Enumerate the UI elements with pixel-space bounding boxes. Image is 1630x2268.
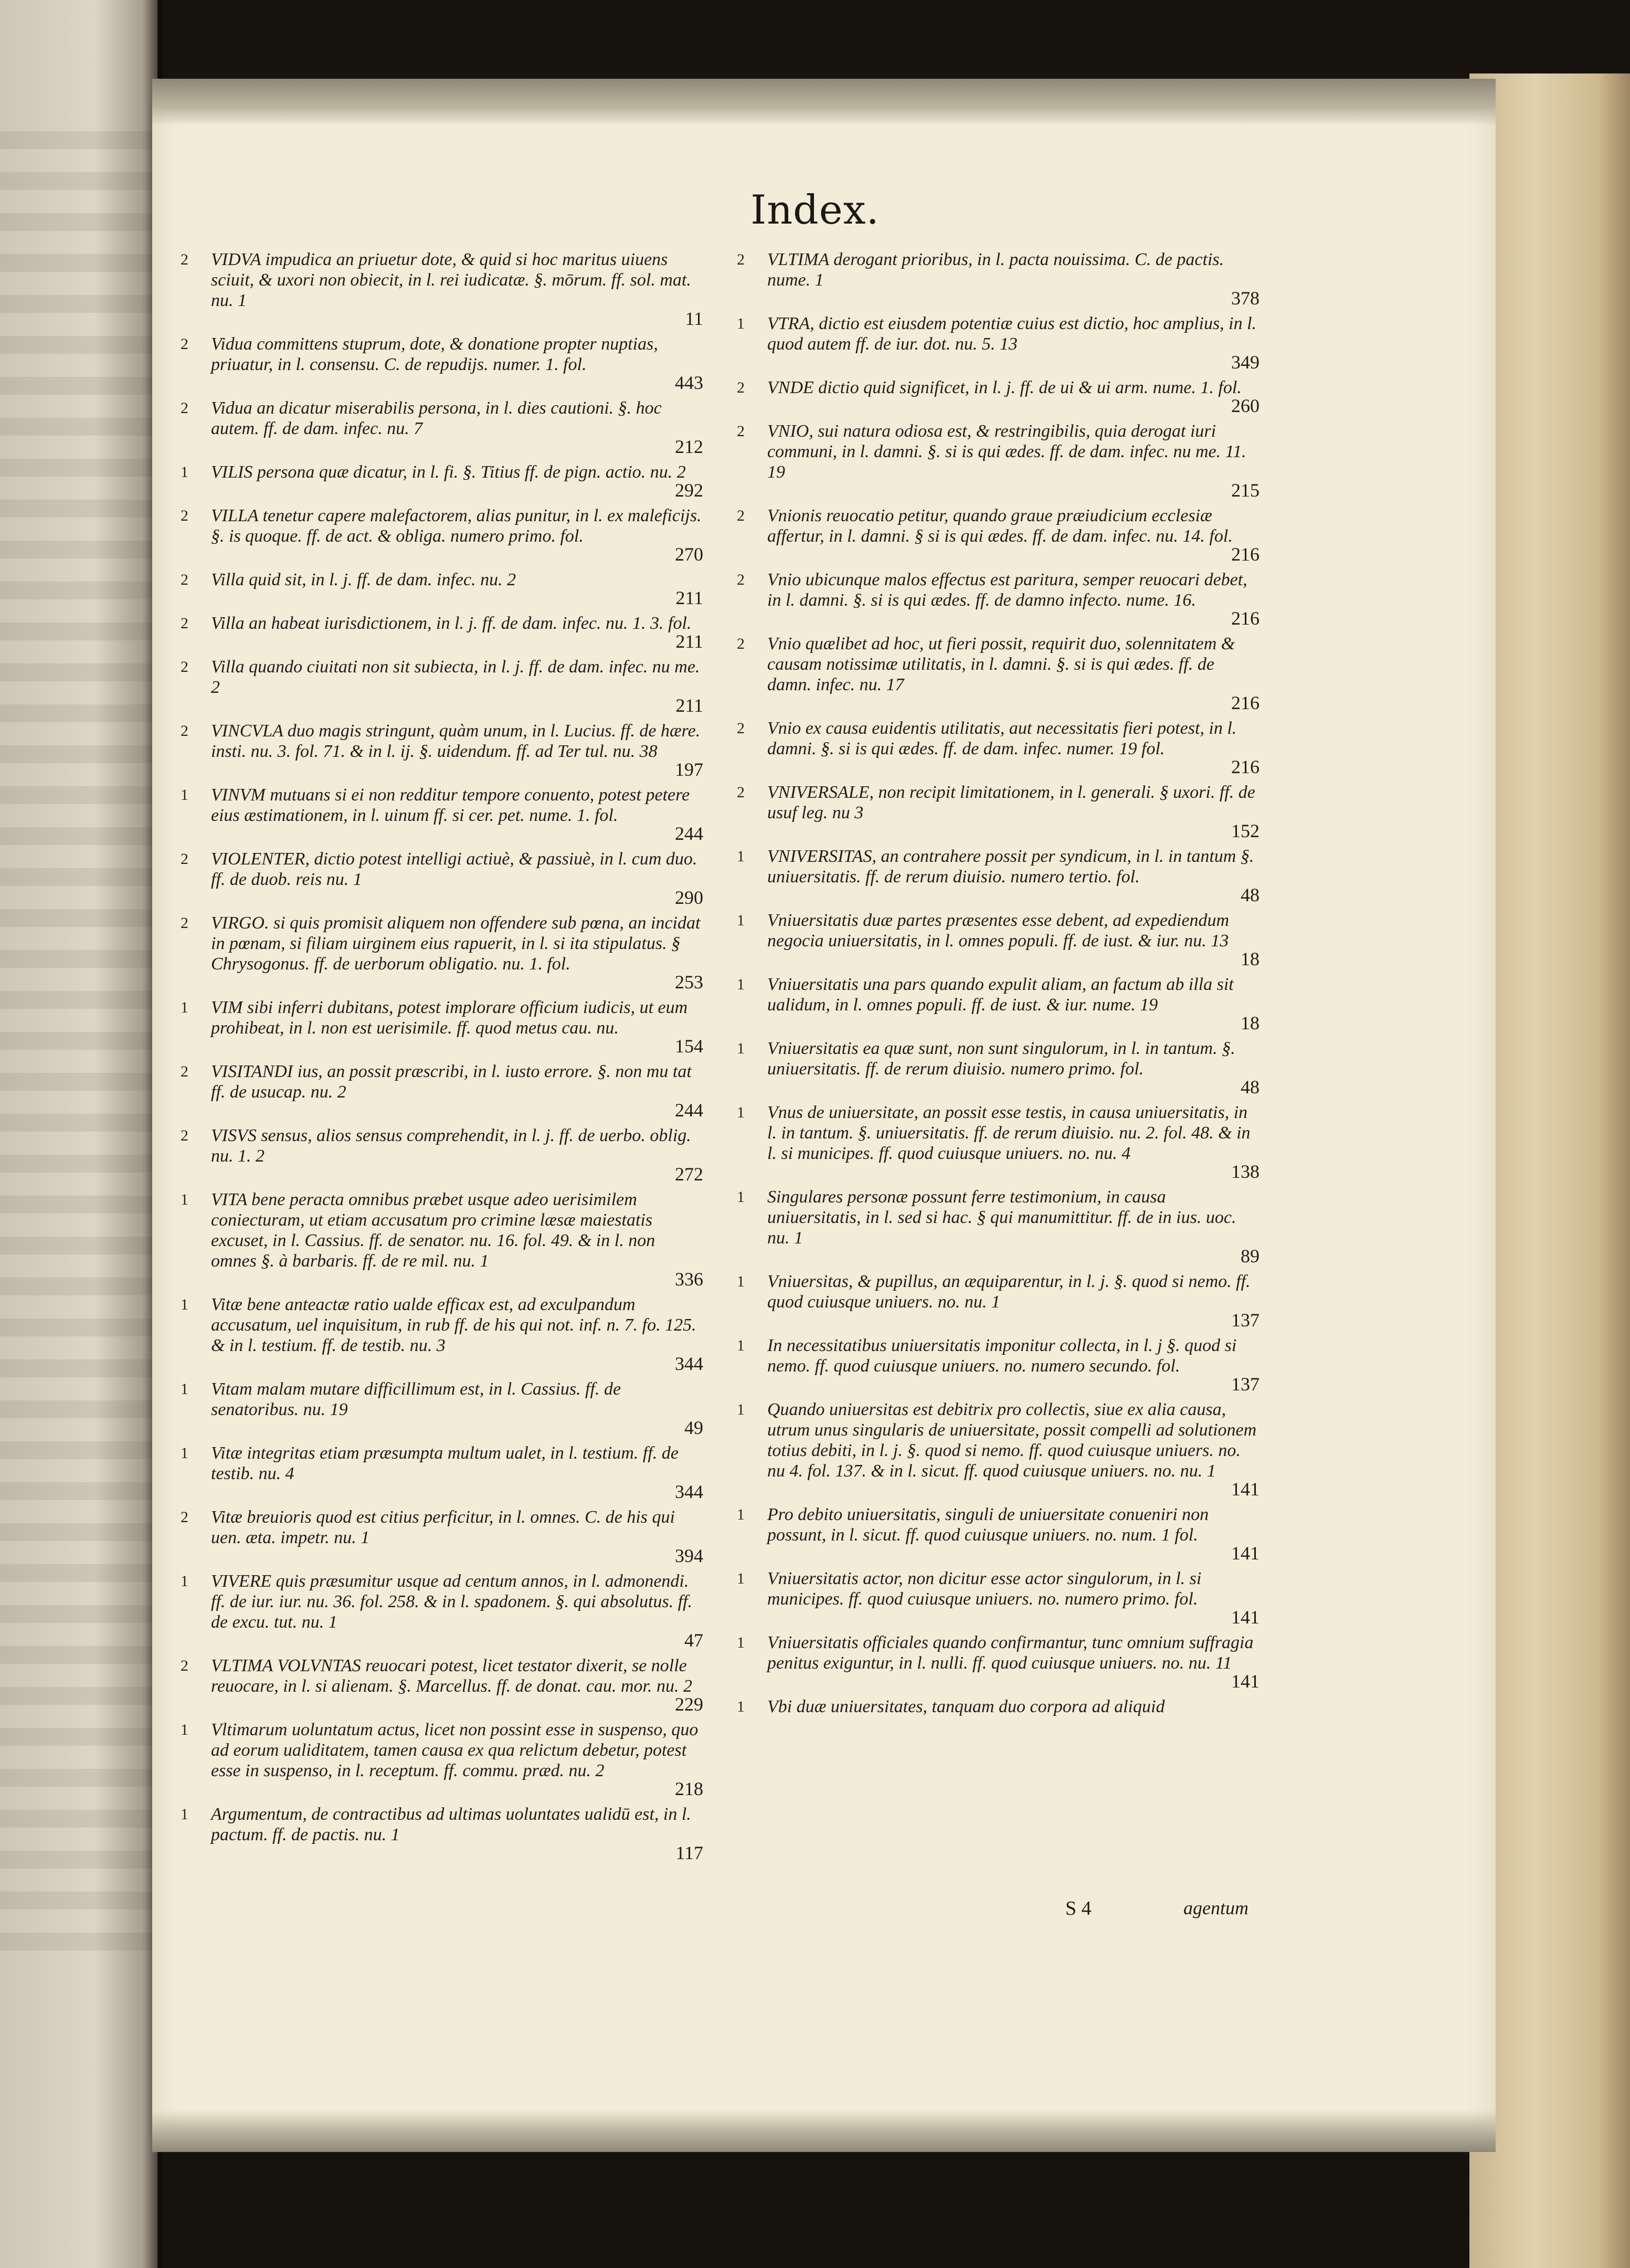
entry-marker: 1 <box>737 1104 745 1121</box>
index-entry <box>178 1294 703 1373</box>
index-entry <box>178 1507 703 1565</box>
entry-page-number: 141 <box>1231 1607 1259 1628</box>
entry-marker: 1 <box>181 1573 188 1590</box>
index-entry <box>735 569 1259 627</box>
index-entry <box>178 997 703 1055</box>
entry-text: Vnio ubicunque malos effectus est paritura, semper reuocari debet, in l. damni. §. si is qui ædes. ff. de damno infecto. nume. 16. <box>767 570 1247 610</box>
index-entry <box>178 1189 703 1288</box>
entry-page-number: 48 <box>1241 1077 1259 1098</box>
entry-text: Quando uniuersitas est debitrix pro collectis, siue ex alia causa, utrum unus singularis de uniuersitate, possit compelli ad solutionem totius debiti, in l. j. §. quod si nemo. ff. quod cuiusque uniuers. no. nu 4. fol. 137. & in l. sicut. ff. quod cuiusque uniuers. no. nu. 1 <box>767 1400 1257 1481</box>
index-entry <box>178 462 703 499</box>
entry-page-number: 11 <box>685 308 703 329</box>
entry-marker: 2 <box>181 722 188 740</box>
entry-page-number: 344 <box>675 1481 703 1502</box>
entry-marker: 2 <box>737 571 745 588</box>
entry-page-number: 215 <box>1231 480 1259 501</box>
entry-text: VISITANDI ius, an possit præscribi, in l. iusto errore. §. non mu tat ff. de usucap. nu. 2 <box>211 1062 692 1102</box>
entry-marker: 2 <box>181 1127 188 1144</box>
entry-marker: 2 <box>181 1063 188 1080</box>
entry-text: VIDVA impudica an priuetur dote, & quid si hoc maritus uiuens sciuit, & uxori non obiecit, in l. rei iudicatæ. §. mōrum. ff. sol. mat. nu. 1 <box>211 250 691 310</box>
entry-text: Vniuersitas, & pupillus, an æquiparentur, in l. j. §. quod si nemo. ff. quod cuiusque uniuers. no. nu. 1 <box>767 1272 1251 1312</box>
entry-page-number: 216 <box>1231 756 1259 777</box>
index-entry <box>735 1399 1259 1498</box>
entry-marker: 2 <box>181 507 188 524</box>
entry-marker: 2 <box>181 914 188 932</box>
entry-marker: 1 <box>737 1337 745 1354</box>
entry-marker: 2 <box>181 571 188 588</box>
entry-page-number: 138 <box>1231 1161 1259 1182</box>
entry-page-number: 394 <box>675 1545 703 1566</box>
entry-text: Villa an habeat iurisdictionem, in l. j. ff. de dam. infec. nu. 1. 3. fol. <box>211 614 692 633</box>
index-entry <box>735 1568 1259 1626</box>
entry-marker: 1 <box>181 786 188 804</box>
entry-page-number: 89 <box>1241 1246 1259 1267</box>
index-entry <box>178 913 703 991</box>
index-entry <box>735 718 1259 776</box>
index-entry <box>735 1102 1259 1180</box>
entry-page-number: 292 <box>675 480 703 501</box>
entry-page-number: 336 <box>675 1269 703 1290</box>
entry-text: Vniuersitatis ea quæ sunt, non sunt singulorum, in l. in tantum. §. uniuersitatis. ff. de rerum diuisio. numero primo. fol. <box>767 1039 1235 1079</box>
entry-text: Villa quando ciuitati non sit subiecta, in l. j. ff. de dam. infec. nu me. 2 <box>211 657 700 697</box>
entry-marker: 2 <box>737 635 745 652</box>
entry-text: VISVS sensus, alios sensus comprehendit, in l. j. ff. de uerbo. oblig. nu. 1. 2 <box>211 1126 691 1166</box>
entry-page-number: 141 <box>1231 1671 1259 1692</box>
entry-text: VNIVERSITAS, an contrahere possit per syndicum, in l. in tantum §. uniuersitatis. ff. de rerum diuisio. numero tertio. fol. <box>767 847 1254 887</box>
entry-text: Villa quid sit, in l. j. ff. de dam. infec. nu. 2 <box>211 570 516 589</box>
entry-text: Vniuersitatis actor, non dicitur esse actor singulorum, in l. si municipes. ff. quod cuiusque uniuers. no. numero primo. fol. <box>767 1569 1202 1609</box>
index-entry <box>178 505 703 563</box>
entry-page-number: 349 <box>1231 352 1259 373</box>
bleed-through-text <box>0 131 157 1968</box>
entry-text: Vltimarum uoluntatum actus, licet non possint esse in suspenso, quo ad eorum ualiditatem, tamen causa ex qua relictum debetur, potest esse in suspenso, in l. receptum. ff. commu. præd. nu. 2 <box>211 1720 698 1780</box>
signature-mark: S 4 <box>1065 1897 1092 1919</box>
entry-page-number: 47 <box>684 1630 703 1651</box>
entry-page-number: 211 <box>675 587 703 608</box>
entry-text: In necessitatibus uniuersitatis imponitur collecta, in l. j §. quod si nemo. ff. quod cuiusque uniuers. no. numero secundo. fol. <box>767 1336 1237 1376</box>
entry-marker: 2 <box>737 379 745 396</box>
entry-marker: 1 <box>181 1380 188 1398</box>
entry-text: Vnio quælibet ad hoc, ut fieri possit, requirit duo, solennitatem & causam notissimæ utilitatis, in l. damni. §. si is qui ædes. ff. de damn. infec. nu. 17 <box>767 634 1235 694</box>
entry-text: Vnus de uniuersitate, an possit esse testis, in causa uniuersitatis, in l. in tantum. §. uniuersitatis. ff. de rerum diuisio. nu. 2. fol. 48. & in l. si municipes. ff. quod cuiusque uniuers. no. nu. 4 <box>767 1103 1251 1163</box>
page-title: Index. <box>750 186 880 233</box>
entry-page-number: 344 <box>675 1353 703 1374</box>
entry-text: Vidua an dicatur miserabilis persona, in l. dies cautioni. §. hoc autem. ff. de dam. infec. nu. 7 <box>211 398 662 438</box>
entry-text: VIM sibi inferri dubitans, potest implorare officium iudicis, ut eum prohibeat, in l. non est uerisimile. ff. quod metus cau. nu. <box>211 998 688 1038</box>
entry-marker: 2 <box>737 720 745 737</box>
entry-page-number: 290 <box>675 887 703 908</box>
entry-text: Vbi duæ uniuersitates, tanquam duo corpora ad aliquid <box>767 1697 1165 1716</box>
entry-marker: 1 <box>181 1296 188 1313</box>
entry-marker: 1 <box>181 999 188 1016</box>
entry-page-number: 211 <box>675 695 703 716</box>
entry-page-number: 270 <box>675 544 703 565</box>
entry-marker: 1 <box>737 1188 745 1206</box>
index-entry <box>178 849 703 906</box>
index-entry <box>735 1038 1259 1096</box>
index-entry <box>178 785 703 842</box>
entry-text: VTRA, dictio est eiusdem potentiæ cuius est dictio, hoc amplius, in l. quod autem ff. de iur. dot. nu. 5. 13 <box>767 314 1257 354</box>
entry-marker: 2 <box>181 850 188 868</box>
index-entry <box>735 782 1259 840</box>
entry-marker: 2 <box>181 399 188 417</box>
entry-page-number: 253 <box>675 972 703 993</box>
index-entry <box>178 1443 703 1501</box>
entry-page-number: 244 <box>675 823 703 844</box>
entry-marker: 1 <box>737 976 745 993</box>
entry-page-number: 117 <box>675 1842 703 1863</box>
entry-marker: 2 <box>737 784 745 801</box>
entry-page-number: 197 <box>675 759 703 780</box>
entry-text: Argumentum, de contractibus ad ultimas uoluntates ualidū est, in l. pactum. ff. de pactis. nu. 1 <box>211 1805 691 1844</box>
index-entry <box>735 421 1259 499</box>
entry-text: Vniuersitatis duæ partes præsentes esse debent, ad expediendum negocia uniuersitatis, in l. omnes populi. ff. de iust. & iur. nu. 13 <box>767 911 1230 951</box>
entry-marker: 1 <box>181 1191 188 1208</box>
index-entry <box>735 377 1259 415</box>
entry-text: Vitæ integritas etiam præsumpta multum ualet, in l. testium. ff. de testib. nu. 4 <box>211 1443 679 1483</box>
entry-page-number: 218 <box>675 1778 703 1799</box>
entry-page-number: 260 <box>1231 395 1259 416</box>
entry-text: Vitæ breuioris quod est citius perficitur, in l. omnes. C. de his qui uen. æta. impetr. nu. 1 <box>211 1507 675 1547</box>
facing-page <box>0 0 157 2268</box>
entry-text: Vitam malam mutare difficillimum est, in l. Cassius. ff. de senatoribus. nu. 19 <box>211 1379 621 1419</box>
index-column-right <box>735 249 1259 1723</box>
entry-marker: 2 <box>737 251 745 268</box>
entry-page-number: 244 <box>675 1100 703 1121</box>
entry-page-number: 152 <box>1231 820 1259 841</box>
index-entry <box>178 569 703 607</box>
index-entry <box>178 334 703 392</box>
entry-page-number: 443 <box>675 372 703 393</box>
index-entry <box>735 313 1259 371</box>
entry-text: Vitæ bene anteactæ ratio ualde efficax est, ad exculpandum accusatum, uel inquisitum, in rub ff. de his qui not. inf. n. 7. fo. 125. & in l. testium. ff. de testib. nu. 3 <box>211 1295 696 1355</box>
entry-page-number: 18 <box>1241 948 1259 969</box>
entry-page-number: 211 <box>675 631 703 652</box>
entry-marker: 1 <box>737 848 745 865</box>
index-entry <box>178 249 703 328</box>
entry-page-number: 49 <box>684 1417 703 1438</box>
entry-page-number: 212 <box>675 436 703 457</box>
entry-marker: 1 <box>737 1634 745 1651</box>
index-entry <box>178 1655 703 1713</box>
index-entry <box>735 505 1259 563</box>
index-entry <box>178 398 703 456</box>
entry-page-number: 378 <box>1231 288 1259 309</box>
index-entry <box>735 1504 1259 1562</box>
page-top-edge <box>152 79 1496 126</box>
entry-marker: 2 <box>737 507 745 524</box>
entry-text: VILIS persona quæ dicatur, in l. fi. §. Titius ff. de pign. actio. nu. 2 <box>211 462 686 482</box>
index-entry <box>735 249 1259 307</box>
entry-page-number: 137 <box>1231 1310 1259 1331</box>
entry-text: VLTIMA VOLVNTAS reuocari potest, licet testator dixerit, se nolle reuocare, in l. si alienam. §. Marcellus. ff. de donat. cau. mor. nu. 2 <box>211 1656 692 1696</box>
entry-marker: 2 <box>737 423 745 440</box>
entry-page-number: 141 <box>1231 1479 1259 1500</box>
entry-page-number: 216 <box>1231 608 1259 629</box>
index-entry <box>735 1335 1259 1393</box>
entry-marker: 2 <box>181 251 188 268</box>
entry-text: Vnio ex causa euidentis utilitatis, aut necessitatis fieri potest, in l. damni. §. si is qui ædes. ff. de dam. infec. numer. 19 fol. <box>767 719 1237 758</box>
index-entry <box>735 634 1259 712</box>
entry-text: Vniuersitatis una pars quando expulit aliam, an factum ab illa sit ualidum, in l. omnes populi. ff. de iust. & iur. nume. 19 <box>767 975 1234 1015</box>
entry-marker: 1 <box>737 315 745 332</box>
index-column-left <box>178 249 703 1868</box>
entry-text: VIOLENTER, dictio potest intelligi actiuè, & passiuè, in l. cum duo. ff. de duob. reis nu. 1 <box>211 849 697 889</box>
entry-marker: 1 <box>181 1721 188 1738</box>
entry-text: VNIO, sui natura odiosa est, & restringibilis, quia derogat iuri communi, in l. damni. §. si is qui ædes. ff. de dam. infec. nu me. 11. 19 <box>767 421 1246 482</box>
entry-text: VITA bene peracta omnibus præbet usque adeo uerisimilem coniecturam, ut etiam accusatum pro crimine læsæ maiestatis excuset, in l. Cassius. ff. de senator. nu. 16. fol. 49. & in l. non omnes §. à barbaris. ff. de re mil. nu. 1 <box>211 1190 655 1271</box>
entry-text: VILLA tenetur capere malefactorem, alias punitur, in l. ex maleficijs. §. is quoque. ff. de act. & obliga. numero primo. fol. <box>211 506 702 546</box>
index-entry <box>178 613 703 650</box>
index-entry <box>178 1061 703 1119</box>
entry-text: Vnionis reuocatio petitur, quando graue præiudicium ecclesiæ affertur, in l. damni. § si is qui ædes. ff. de dam. infec. nu. 14. fol. <box>767 506 1233 546</box>
entry-page-number: 48 <box>1241 884 1259 905</box>
index-entry <box>178 1571 703 1649</box>
entry-text: VNDE dictio quid significet, in l. j. ff. de ui & ui arm. nume. 1. fol. <box>767 378 1242 397</box>
entry-page-number: 18 <box>1241 1012 1259 1033</box>
entry-marker: 1 <box>737 1401 745 1418</box>
index-entry <box>735 1187 1259 1265</box>
entry-text: VIVERE quis præsumitur usque ad centum annos, in l. admonendi. ff. de iur. iur. nu. 36. fol. 258. & in l. spadonem. §. qui absolutus. ff. de excu. tut. nu. 1 <box>211 1571 693 1632</box>
entry-marker: 1 <box>181 463 188 481</box>
entry-text: VIRGO. si quis promisit aliquem non offendere sub pœna, an incidat in pœnam, si filiam uirginem eius rapuerit, in l. si ita stipulatus. § Chrysogonus. ff. de uerborum obligatio. nu. 1. fol. <box>211 913 701 974</box>
index-entry <box>735 974 1259 1032</box>
index-entry <box>735 1632 1259 1690</box>
index-entry <box>735 1696 1259 1717</box>
entry-marker: 2 <box>181 335 188 353</box>
page-bottom-edge <box>152 2110 1496 2152</box>
catchword: agentum <box>1183 1897 1248 1918</box>
index-entry <box>735 910 1259 968</box>
entry-text: VINCVLA duo magis stringunt, quàm unum, in l. Lucius. ff. de hære. insti. nu. 3. fol. 71. & in l. ij. §. uidendum. ff. ad Ter tul. nu. 38 <box>211 721 701 761</box>
entry-page-number: 216 <box>1231 692 1259 713</box>
entry-page-number: 216 <box>1231 544 1259 565</box>
index-entry <box>735 846 1259 904</box>
entry-text: VINVM mutuans si ei non redditur tempore conuento, potest petere eius æstimationem, in l. uinum ff. si cer. pet. nume. 1. fol. <box>211 785 690 825</box>
entry-marker: 2 <box>181 615 188 632</box>
entry-text: Vniuersitatis officiales quando confirmantur, tunc omnium suffragia penitus exiguntur, in l. nulli. ff. quod cuiusque uniuers. no. nu. 11 <box>767 1633 1254 1673</box>
index-entry <box>178 1125 703 1183</box>
index-entry <box>178 721 703 778</box>
entry-marker: 2 <box>181 1657 188 1674</box>
index-entry <box>178 1804 703 1862</box>
entry-marker: 1 <box>737 1040 745 1057</box>
entry-page-number: 154 <box>675 1036 703 1057</box>
entry-marker: 1 <box>181 1444 188 1462</box>
entry-text: Vidua committens stuprum, dote, & donatione propter nuptias, priuatur, in l. consensu. C. de repudijs. numer. 1. fol. <box>211 334 658 374</box>
entry-text: VNIVERSALE, non recipit limitationem, in l. generali. § uxori. ff. de usuf leg. nu 3 <box>767 783 1255 822</box>
entry-page-number: 137 <box>1231 1374 1259 1395</box>
entry-marker: 1 <box>181 1806 188 1823</box>
entry-text: Pro debito uniuersitatis, singuli de uniuersitate conueniri non possunt, in l. sicut. ff. quod cuiusque uniuers. no. num. 1 fol. <box>767 1505 1209 1545</box>
index-entry <box>735 1271 1259 1329</box>
entry-marker: 1 <box>737 1570 745 1587</box>
entry-marker: 2 <box>181 658 188 676</box>
entry-marker: 1 <box>737 1273 745 1290</box>
index-entry <box>178 1379 703 1437</box>
entry-page-number: 141 <box>1231 1543 1259 1564</box>
entry-marker: 2 <box>181 1509 188 1526</box>
entry-marker: 1 <box>737 912 745 929</box>
entry-marker: 1 <box>737 1698 745 1715</box>
index-entry <box>178 657 703 714</box>
entry-text: Singulares personæ possunt ferre testimonium, in causa uniuersitatis, in l. sed si hac. § qui manumittitur. ff. de in ius. uoc. nu. 1 <box>767 1187 1236 1248</box>
entry-page-number: 272 <box>675 1164 703 1185</box>
entry-marker: 1 <box>737 1506 745 1523</box>
index-entry <box>178 1720 703 1798</box>
entry-text: VLTIMA derogant prioribus, in l. pacta nouissima. C. de pactis. nume. 1 <box>767 250 1224 290</box>
entry-page-number: 229 <box>675 1694 703 1715</box>
